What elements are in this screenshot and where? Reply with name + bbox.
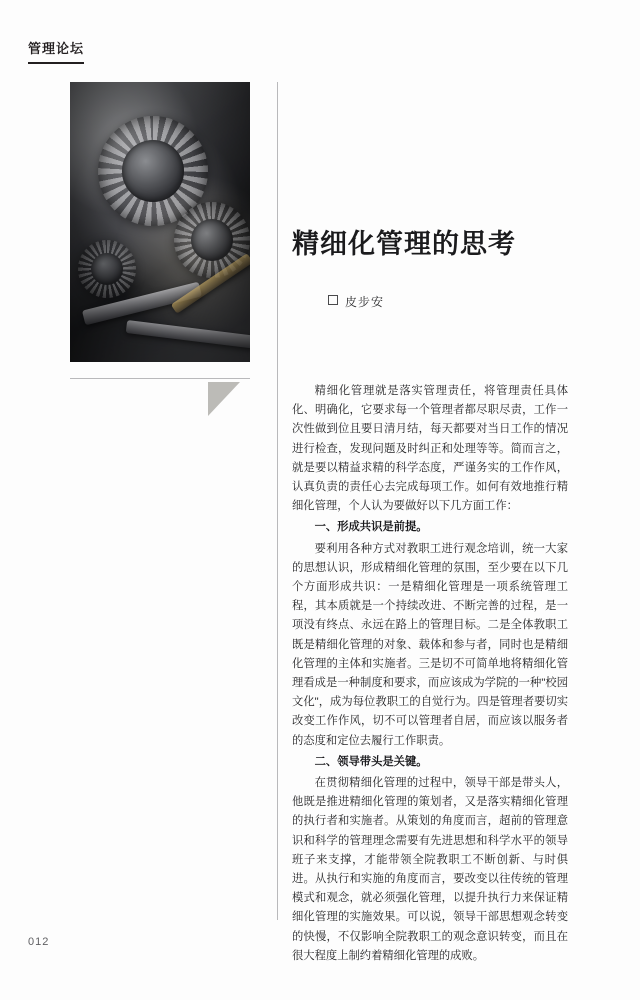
column-divider	[277, 82, 278, 920]
section-heading: 二、领导带头是关键。	[314, 755, 428, 768]
page-title: 精细化管理的思考	[292, 229, 516, 259]
paragraph: 要利用各种方式对教职工进行观念培训，统一大家的思想认识，形成精细化管理的氛围，至少要在以下几个方面形成共识：一是精细化管理是一项系统管理工程，其本质就是一个持续改进、不断完善的过程，是一项没有终点、永远在路上的管理目标。二是全体教职工既是精细化管理的对象、载体和参与者，同时也是精细化管理的主体和实施者。三是切不可简单地将精细化管理看成是一种制度和要求，而应该成为学院的一种"校园文化"，成为每位教职工的自觉行为。四是管理者要切实改变工作作风，切不可以管理者自居，而应该以服务者的态度和定位去履行工作职责。	[292, 542, 568, 747]
header-rule	[28, 62, 84, 64]
photo-underline	[70, 378, 250, 379]
square-bullet-icon	[328, 295, 338, 305]
article-body	[292, 382, 568, 968]
author-name: 皮步安	[345, 295, 385, 309]
running-head: 管理论坛	[28, 41, 85, 56]
article-photo	[70, 82, 250, 362]
byline	[328, 293, 384, 310]
section-heading: 一、形成共识是前提。	[314, 521, 428, 534]
decorative-triangle	[208, 382, 240, 416]
photo-vignette	[70, 82, 250, 362]
paragraph: 精细化管理就是落实管理责任，将管理责任具体化、明确化，它要求每一个管理者都尽职尽责，工作一次性做到位且要日清月结，每天都要对当日工作的情况进行检查，发现问题及时纠正和处理等等。简而言之，就是要以精益求精的科学态度，严谨务实的工作作风，认真负责的责任心去完成每项工作。如何有效地推行精细化管理，个人认为要做好以下几方面工作：	[292, 385, 568, 513]
paragraph: 在贯彻精细化管理的过程中，领导干部是带头人，他既是推进精细化管理的策划者，又是落实精细化管理的执行者和实施者。从策划的角度而言，超前的管理意识和科学的管理理念需要有先进思想和科学水平的领导班子来支撑，才能带领全院教职工不断创新、与时俱进。从执行和实施的角度而言，要改变以往传统的管理模式和观念，就必须强化管理，以提升执行力来保证精细化管理的实施效果。可以说，领导干部思想观念转变的快慢，不仅影响全院教职工的观念意识转变，而且在很大程度上制约着精细化管理的成败。	[292, 777, 568, 962]
page-number: 012	[28, 936, 50, 948]
